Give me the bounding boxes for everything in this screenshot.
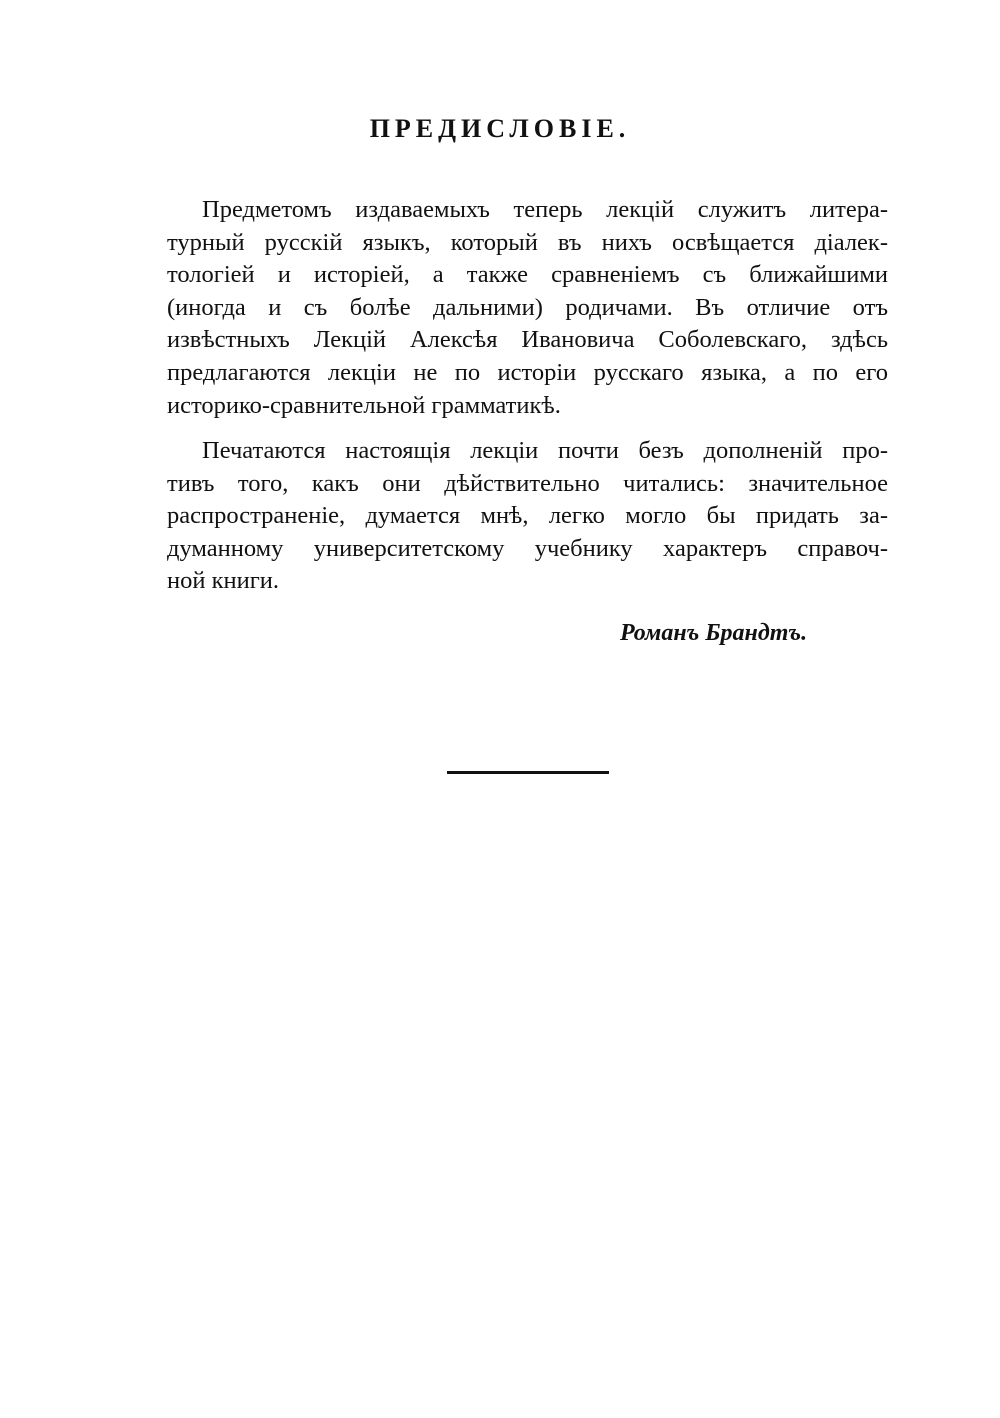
text-line: тивъ того, какъ они дѣйствительно читались: значительное [167,469,888,497]
text-line: Печатаются настоящія лекціи почти безъ дополненій про- [202,437,888,464]
text-line: тологіей и исторіей, а также сравненіемъ съ ближайшими [167,261,888,289]
text-line: ной книги. [167,567,280,595]
text-line: предлагаются лекціи не по исторіи русскаго языка, а по его [167,358,888,386]
paragraph-1 [167,194,888,422]
text-line: турный русскій языкъ, который въ нихъ освѣщается діалек- [167,228,888,256]
text-line: Предметомъ издаваемыхъ теперь лекцій служитъ литера- [202,196,888,223]
text-line: извѣстныхъ Лекцій Алексѣя Ивановича Соболевскаго, здѣсь [167,326,888,354]
page-title: ПРЕДИСЛОВІЕ. [369,114,631,143]
text-line: распространеніе, думается мнѣ, легко могло бы придать за- [167,502,888,530]
section-divider [447,771,609,774]
text-line: думанному университетскому учебнику характеръ справоч- [167,534,888,562]
text-line: историко-сравнительной грамматикѣ. [167,391,561,419]
paragraph-2 [167,435,888,598]
author-signature: Романъ Брандтъ. [620,620,808,646]
text-line: (иногда и съ болѣе дальними) родичами. Въ отличие отъ [167,293,888,321]
